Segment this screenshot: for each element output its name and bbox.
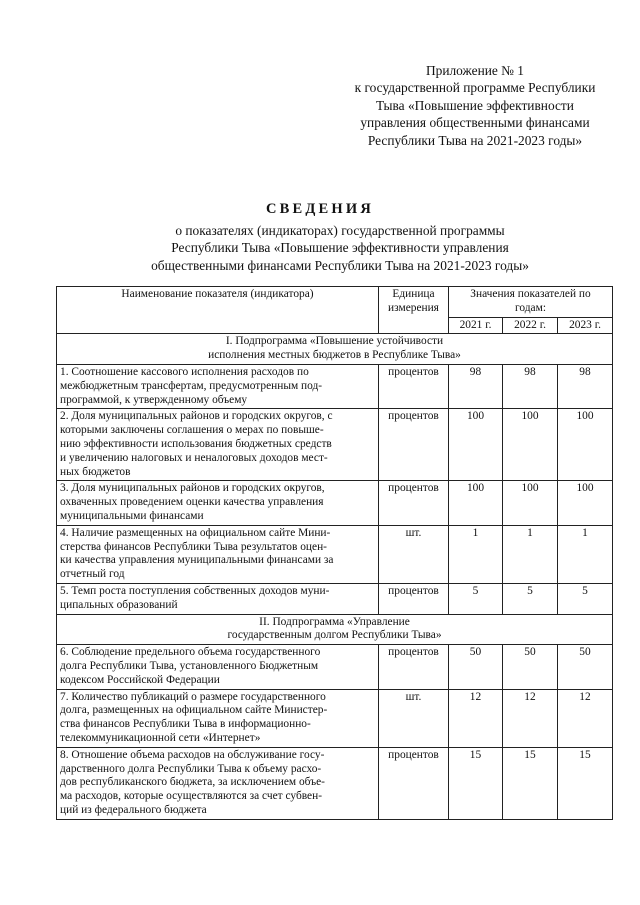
header-indicator-name: Наименование показателя (индикатора)	[57, 287, 379, 334]
value-2023: 1	[558, 525, 613, 583]
subtitle-line: о показателях (индикаторах) государственной программы	[175, 223, 505, 238]
indicator-unit: шт.	[379, 525, 449, 583]
value-2021: 100	[449, 409, 503, 481]
value-2022: 15	[503, 747, 558, 819]
indicator-name-line: ма расходов, которые осуществляются за счет субвен-	[60, 790, 322, 803]
indicator-name-line: охваченных проведением оценки качества управления	[60, 496, 324, 509]
indicator-name	[57, 689, 379, 747]
indicator-name-line: 7. Количество публикаций о размере государственного	[60, 690, 326, 703]
section-title-1	[57, 334, 613, 365]
indicator-name-line: 2. Доля муниципальных районов и городских округов, с	[60, 410, 333, 423]
indicator-name	[57, 645, 379, 689]
table-row	[57, 481, 613, 525]
indicator-unit: процентов	[379, 583, 449, 614]
table-row	[57, 645, 613, 689]
indicator-name-line: программой, к утвержденному объему	[60, 393, 248, 406]
appendix-note	[330, 62, 620, 149]
indicator-name-line: дов республиканского бюджета, за исключением объе-	[60, 776, 325, 789]
value-2022: 12	[503, 689, 558, 747]
header-values-line: годам:	[515, 301, 546, 314]
header-unit-line: Единица	[392, 288, 435, 300]
header-year-2023: 2023 г.	[558, 317, 613, 334]
indicator-name-line: межбюджетным трансфертам, предусмотренным под-	[60, 379, 323, 392]
indicator-name-line: долга Республики Тыва, установленного Бюджетным	[60, 659, 319, 672]
value-2023: 100	[558, 481, 613, 525]
value-2021: 15	[449, 747, 503, 819]
section-title-line: исполнения местных бюджетов в Республике Тыва»	[208, 349, 461, 362]
table-row	[57, 689, 613, 747]
value-2022: 1	[503, 525, 558, 583]
indicator-name-line: отчетный год	[60, 568, 125, 581]
header-values-line: Значения показателей по	[470, 288, 591, 300]
value-2021: 98	[449, 364, 503, 408]
section-title-line: I. Подпрограмма «Повышение устойчивости	[225, 335, 444, 348]
section-title-line: II. Подпрограмма «Управление	[259, 615, 410, 628]
indicator-name-line: ства финансов Республики Тыва в информационно-	[60, 718, 311, 731]
indicator-name-line: которыми заключены соглашения о мерах по повыше-	[60, 424, 324, 437]
section-title-2	[57, 614, 613, 645]
table-row	[57, 747, 613, 819]
indicator-unit: процентов	[379, 409, 449, 481]
section-row	[57, 614, 613, 645]
header-year-2021: 2021 г.	[449, 317, 503, 334]
indicator-name-line: телекоммуникационной сети «Интернет»	[60, 731, 261, 744]
table-header-row	[57, 287, 613, 318]
indicator-name-line: 5. Темп роста поступления собственных доходов муни-	[60, 584, 330, 597]
indicator-name	[57, 409, 379, 481]
header-year-2022: 2022 г.	[503, 317, 558, 334]
table-row	[57, 409, 613, 481]
indicator-name-line: дарственного долга Республики Тыва к объему расхо-	[60, 762, 322, 775]
value-2023: 98	[558, 364, 613, 408]
value-2022: 100	[503, 481, 558, 525]
table-row	[57, 583, 613, 614]
table-row	[57, 364, 613, 408]
indicator-name-line: ций из федерального бюджета	[60, 803, 207, 816]
indicator-name-line: и увеличению налоговых и неналоговых доходов мест-	[60, 451, 328, 464]
header-unit	[379, 287, 449, 334]
indicator-unit: шт.	[379, 689, 449, 747]
value-2023: 12	[558, 689, 613, 747]
value-2021: 5	[449, 583, 503, 614]
indicator-name-line: ки качества управления муниципальными финансами за	[60, 554, 334, 567]
indicator-unit: процентов	[379, 747, 449, 819]
indicator-unit: процентов	[379, 645, 449, 689]
indicator-name-line: 1. Соотношение кассового исполнения расходов по	[60, 365, 309, 378]
indicator-name	[57, 583, 379, 614]
indicator-name-line: нию эффективности использования бюджетных средств	[60, 437, 332, 450]
appendix-line: Тыва «Повышение эффективности	[376, 97, 574, 113]
header-unit-line: измерения	[388, 301, 439, 314]
value-2023: 100	[558, 409, 613, 481]
indicator-name-line: ципальных образований	[60, 598, 178, 611]
value-2021: 1	[449, 525, 503, 583]
value-2021: 50	[449, 645, 503, 689]
indicator-name-line: кодексом Российской Федерации	[60, 673, 220, 686]
subtitle-line: общественными финансами Республики Тыва на 2021-2023 годы»	[151, 257, 529, 273]
value-2021: 12	[449, 689, 503, 747]
section-row	[57, 334, 613, 365]
value-2022: 98	[503, 364, 558, 408]
appendix-line: управления общественными финансами	[360, 115, 590, 131]
indicator-name-line: 3. Доля муниципальных районов и городских округов,	[60, 482, 325, 495]
value-2022: 5	[503, 583, 558, 614]
indicator-name	[57, 364, 379, 408]
appendix-line: Приложение № 1	[425, 63, 525, 78]
appendix-line: Республики Тыва на 2021-2023 годы»	[367, 132, 583, 148]
section-title-line: государственным долгом Республики Тыва»	[227, 629, 442, 642]
indicator-name	[57, 525, 379, 583]
indicator-name-line: стерства финансов Республики Тыва результатов оцен-	[60, 540, 327, 553]
header-values	[449, 287, 613, 318]
document-title: СВЕДЕНИЯ	[265, 201, 375, 217]
subtitle-line: Республики Тыва «Повышение эффективности управления	[171, 240, 509, 256]
table-row	[57, 525, 613, 583]
indicator-name-line: ных бюджетов	[60, 465, 131, 478]
indicator-unit: процентов	[379, 364, 449, 408]
indicator-name	[57, 481, 379, 525]
indicator-name	[57, 747, 379, 819]
appendix-line: к государственной программе Республики	[354, 80, 596, 96]
indicator-name-line: муниципальными финансами	[60, 509, 204, 522]
indicator-name-line: 8. Отношение объема расходов на обслуживание госу-	[60, 748, 325, 761]
indicators-table	[56, 286, 613, 820]
value-2022: 50	[503, 645, 558, 689]
indicator-unit: процентов	[379, 481, 449, 525]
value-2023: 50	[558, 645, 613, 689]
indicator-name-line: 4. Наличие размещенных на официальном сайте Мини-	[60, 526, 331, 539]
value-2021: 100	[449, 481, 503, 525]
indicator-name-line: долга, размещенных на официальном сайте Министер-	[60, 704, 328, 717]
value-2023: 15	[558, 747, 613, 819]
value-2023: 5	[558, 583, 613, 614]
value-2022: 100	[503, 409, 558, 481]
document-subtitle	[60, 222, 620, 274]
indicator-name-line: 6. Соблюдение предельного объема государственного	[60, 646, 321, 659]
